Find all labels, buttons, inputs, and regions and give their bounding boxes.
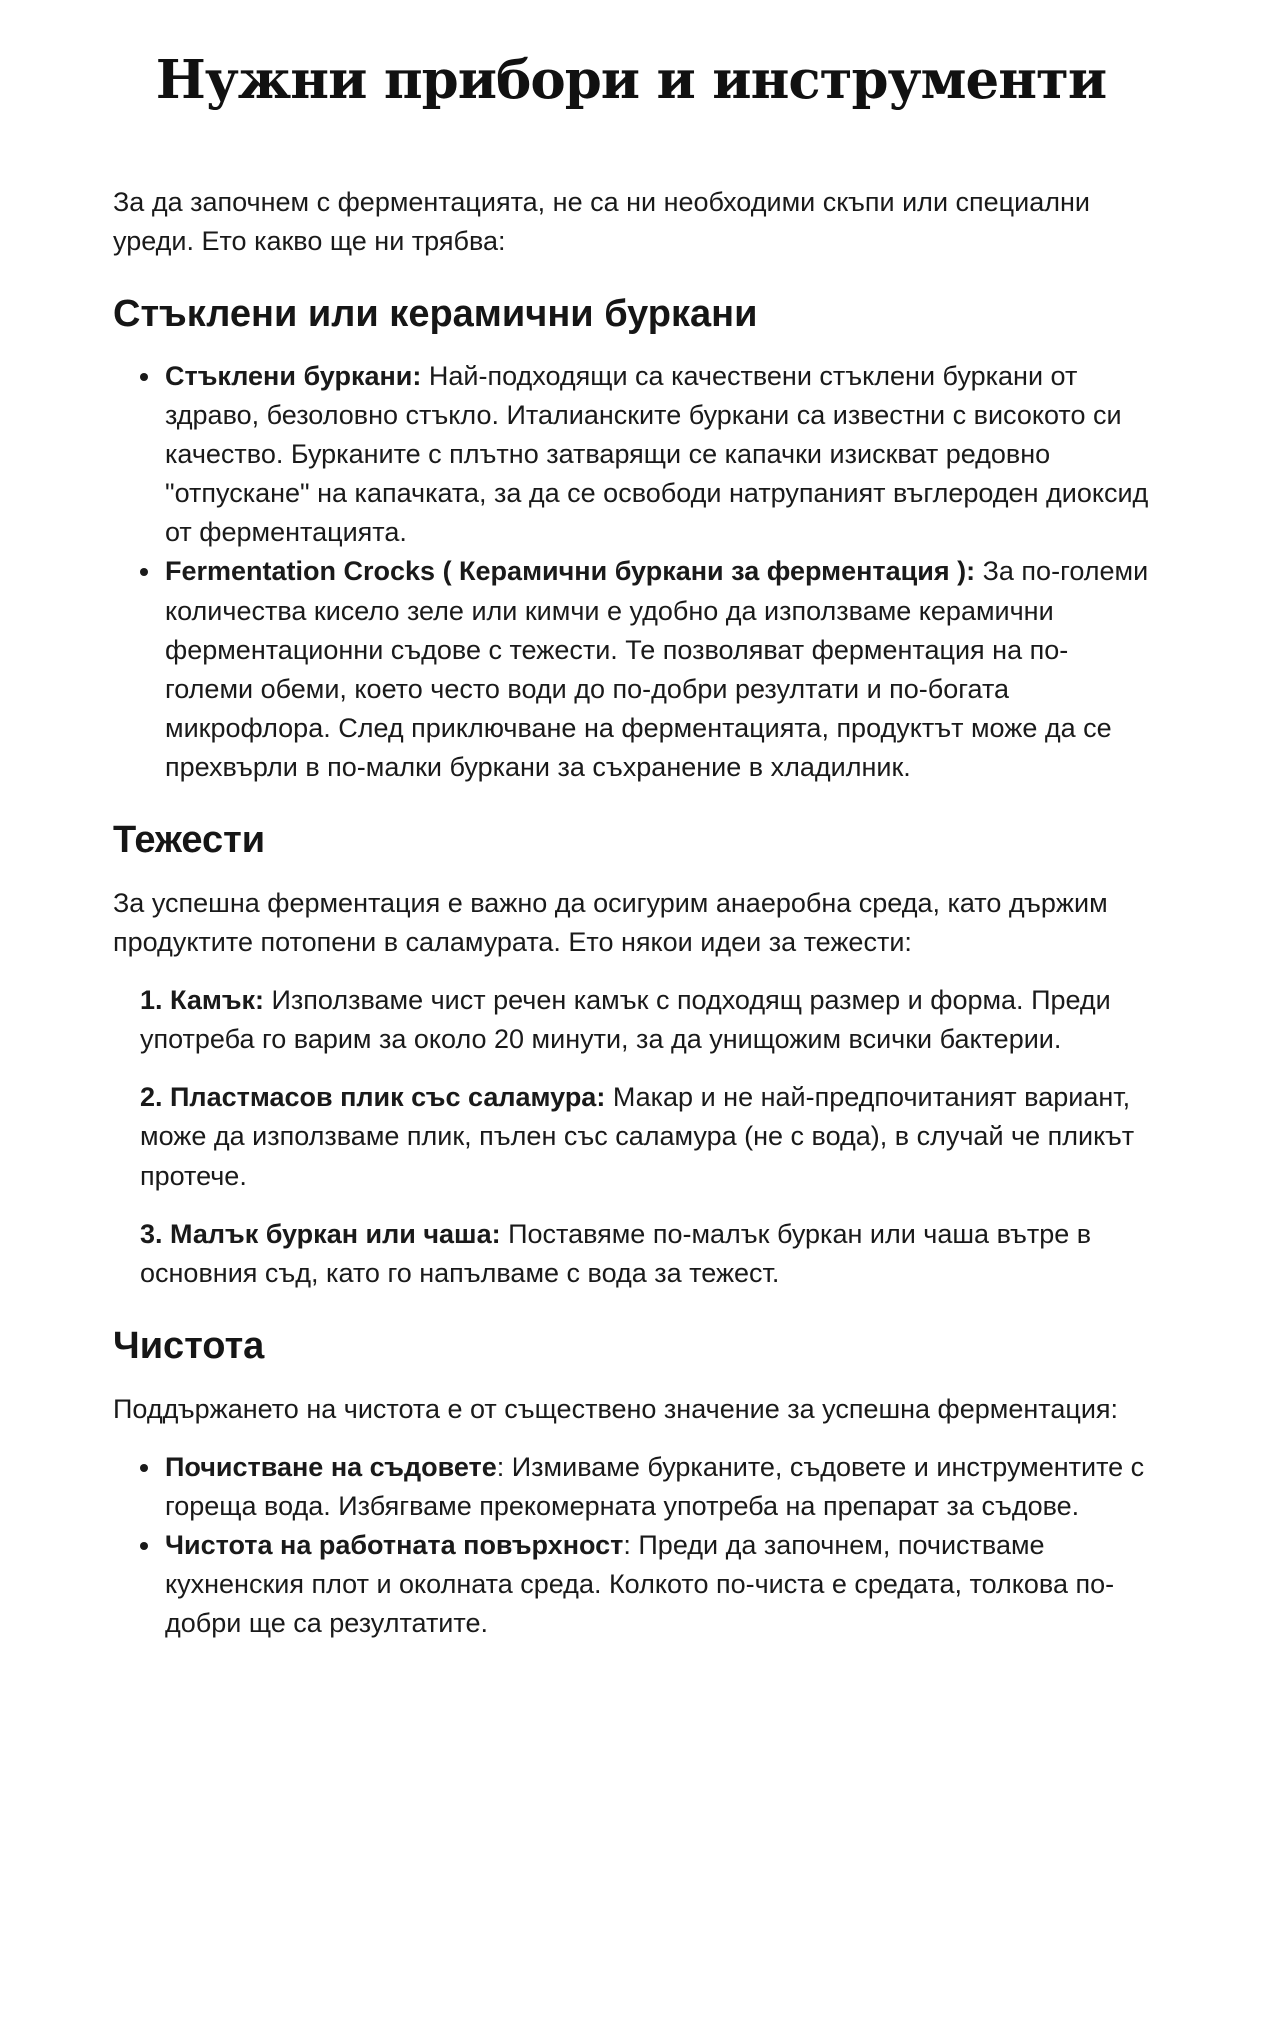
list-item-term: Стъклени буркани:: [165, 360, 422, 391]
numbered-item-text: Макар и не най-предпочитаният вариант, може да използваме плик, пълен със саламура (не с вода), в случай че пликът протече.: [140, 1082, 1135, 1191]
list-item-term: Fermentation Crocks ( Керамични буркани за ферментация ):: [165, 556, 976, 587]
cleanliness-list: [113, 1448, 1149, 1644]
numbered-item-term: 2. Пластмасов плик със саламура:: [140, 1082, 606, 1113]
numbered-item-term: 3. Малък буркан или чаша:: [140, 1218, 501, 1249]
jars-list: [113, 357, 1149, 788]
list-item: [163, 1526, 1149, 1643]
weights-intro-paragraph: За успешна ферментация е важно да осигурим анаеробна среда, като държим продуктите потопени в саламурата. Ето някои идеи за тежести:: [113, 887, 1108, 957]
numbered-item: [113, 981, 1149, 1059]
numbered-item-term: 1. Камък:: [140, 985, 265, 1016]
list-item: [163, 1448, 1149, 1526]
list-item-text: : Преди да започнем, почистваме кухненския плот и околната среда. Колкото по-чиста е средата, толкова по-добри ще са резултатите.: [165, 1529, 1115, 1639]
section-cleanliness-heading: Чистота: [113, 1325, 265, 1368]
numbered-item: [113, 1215, 1149, 1293]
document-page: [113, 0, 1149, 1704]
list-item-text: : Измиваме бурканите, съдовете и инструментите с гореща вода. Избягваме прекомерната употреба на препарат за съдове.: [165, 1451, 1145, 1521]
intro-paragraph: За да започнем с ферментацията, не са ни необходими скъпи или специални уреди. Ето какво ще ни трябва:: [113, 186, 1090, 257]
list-item-text: Най-подходящи са качествени стъклени буркани от здраво, безоловно стъкло. Италианските буркани са известни с високото си качество. Бурканите с плътно затварящи се капачки изискват редовно "отпускане" на капачката, за да се освободи натрупаният въглероден диоксид от ферментацията.: [165, 360, 1149, 548]
section-jars-heading: Стъклени или керамични буркани: [113, 293, 758, 336]
list-item-text: За по-големи количества кисело зеле или кимчи е удобно да използваме керамични ферментационни съдове с тежести. Те позволяват ферментация на по-големи обеми, което често води до по-добри резултати и по-богата микрофлора. След приключване на ферментацията, продуктът може да се прехвърли в по-малки буркани за съхранение в хладилник.: [165, 556, 1149, 783]
section-weights-heading: Тежести: [113, 819, 266, 862]
numbered-item-text: Използваме чист речен камък с подходящ размер и форма. Преди употреба го варим за около 20 минути, за да унищожим всички бактерии.: [140, 985, 1111, 1055]
list-item: [163, 357, 1149, 553]
cleanliness-intro-paragraph: Поддържането на чистота е от съществено значение за успешна ферментация:: [113, 1393, 1119, 1424]
page-title: Нужни прибори и инструменти: [155, 49, 1107, 111]
list-item-term: Чистота на работната повърхност: [165, 1529, 624, 1560]
list-item: [163, 552, 1149, 787]
numbered-item: [113, 1078, 1149, 1195]
list-item-term: Почистване на съдовете: [165, 1451, 497, 1482]
numbered-item-text: Поставяме по-малък буркан или чаша вътре в основния съд, като го напълваме с вода за тежест.: [140, 1218, 1092, 1288]
